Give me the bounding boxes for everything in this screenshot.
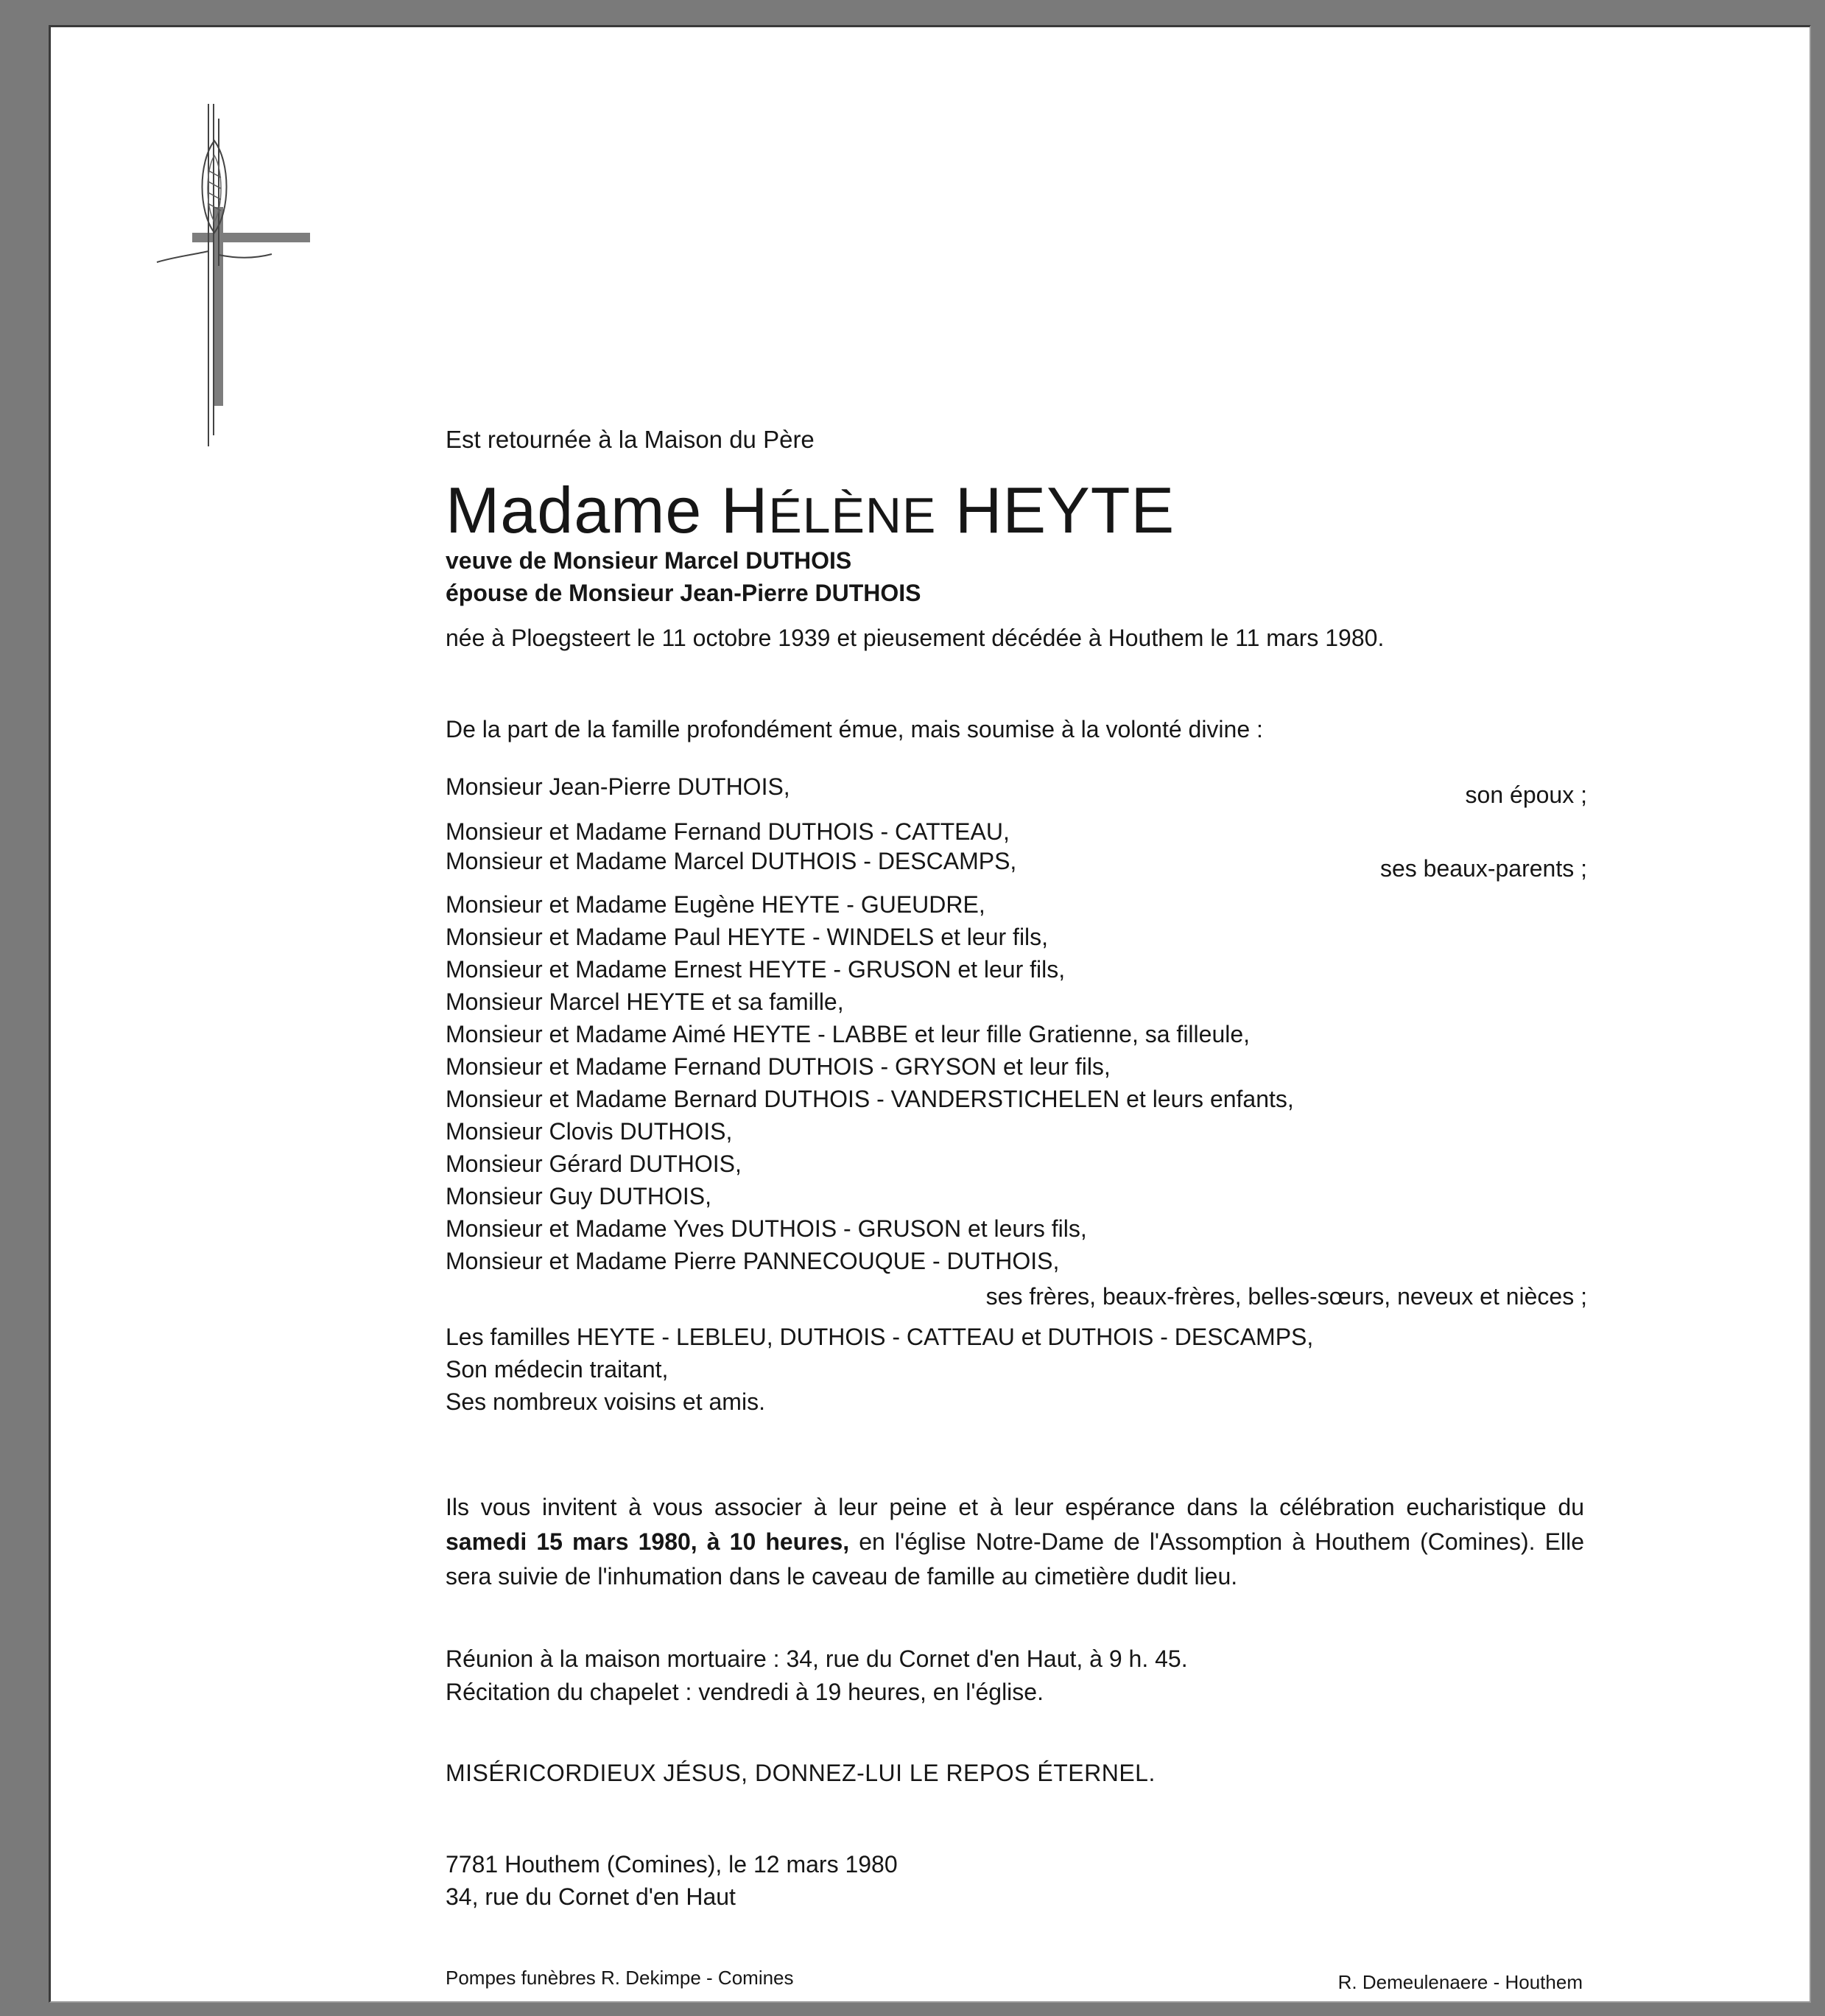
list-item: Ses nombreux voisins et amis. bbox=[446, 1388, 765, 1415]
widow-line: veuve de Monsieur Marcel DUTHOIS bbox=[446, 547, 852, 574]
list-item: Monsieur et Madame Eugène HEYTE - GUEUDRE, bbox=[446, 891, 985, 918]
footer-right: R. Demeulenaere - Houthem bbox=[1337, 1971, 1583, 1993]
spouse-name: Monsieur Jean-Pierre DUTHOIS, bbox=[446, 773, 790, 800]
spouse-line: épouse de Monsieur Jean-Pierre DUTHOIS bbox=[446, 580, 921, 606]
intro-line: Est retournée à la Maison du Père bbox=[446, 426, 815, 453]
mourning-card bbox=[49, 25, 1811, 2003]
list-item: Monsieur Marcel HEYTE et sa famille, bbox=[446, 988, 844, 1015]
footer-left: Pompes funèbres R. Dekimpe - Comines bbox=[446, 1967, 794, 1989]
name-prefix: Madame bbox=[446, 474, 721, 547]
address: 34, rue du Cornet d'en Haut bbox=[446, 1883, 736, 1910]
ceremony-date: samedi 15 mars 1980, à 10 heures, bbox=[446, 1528, 850, 1555]
family-intro: De la part de la famille profondément émue, mais soumise à la volonté divine : bbox=[446, 716, 1263, 742]
list-item: Monsieur Gérard DUTHOIS, bbox=[446, 1151, 742, 1177]
list-item: Monsieur et Madame Fernand DUTHOIS - CATTEAU, bbox=[446, 818, 1010, 845]
place-date: 7781 Houthem (Comines), le 12 mars 1980 bbox=[446, 1851, 898, 1878]
list-item: Monsieur et Madame Fernand DUTHOIS - GRYSON et leur fils, bbox=[446, 1053, 1111, 1080]
ceremony-text-2: en l'église Notre-Dame de l'Assomption à Houthem (Comines). Elle sera suivie de l'inhumation dans le caveau de famille au cimetière dudit lieu. bbox=[446, 1528, 1584, 1590]
spouse-role: son époux ; bbox=[1465, 782, 1587, 808]
list-item: Monsieur et Madame Aimé HEYTE - LABBE et leur fille Gratienne, sa filleule, bbox=[446, 1021, 1251, 1047]
inlaws-role: ses beaux-parents ; bbox=[1379, 855, 1587, 882]
siblings-role: ses frères, beaux-frères, belles-sœurs, neveux et nièces ; bbox=[985, 1283, 1587, 1310]
prayer-line: MISÉRICORDIEUX JÉSUS, DONNEZ-LUI LE REPOS ÉTERNEL. bbox=[446, 1760, 1156, 1786]
list-item: Monsieur et Madame Ernest HEYTE - GRUSON et leur fils, bbox=[446, 956, 1066, 983]
name-first-initial: H bbox=[720, 474, 769, 547]
birth-death-line: née à Ploegsteert le 11 octobre 1939 et pieusement décédée à Houthem le 11 mars 1980. bbox=[446, 625, 1385, 651]
rosary-line: Récitation du chapelet : vendredi à 19 heures, en l'église. bbox=[446, 1679, 1044, 1705]
ceremony-text-1: Ils vous invitent à vous associer à leur peine et à leur espérance dans la célébration eucharistique du bbox=[446, 1494, 1584, 1520]
deceased-name bbox=[446, 474, 1175, 547]
list-item: Monsieur et Madame Yves DUTHOIS - GRUSON et leurs fils, bbox=[446, 1215, 1087, 1242]
list-item: Monsieur Guy DUTHOIS, bbox=[446, 1183, 711, 1209]
name-first-rest: ÉLÈNE bbox=[768, 488, 937, 544]
cross-wheat-icon bbox=[104, 74, 325, 457]
list-item: Monsieur et Madame Bernard DUTHOIS - VANDERSTICHELEN et leurs enfants, bbox=[446, 1086, 1294, 1112]
name-last: HEYTE bbox=[954, 474, 1175, 547]
list-item: Les familles HEYTE - LEBLEU, DUTHOIS - CATTEAU et DUTHOIS - DESCAMPS, bbox=[446, 1324, 1314, 1350]
list-item: Monsieur et Madame Pierre PANNECOUQUE - DUTHOIS, bbox=[446, 1248, 1060, 1274]
list-item: Monsieur et Madame Paul HEYTE - WINDELS et leur fils, bbox=[446, 924, 1049, 950]
ceremony-paragraph bbox=[446, 1490, 1584, 1594]
list-item: Monsieur et Madame Marcel DUTHOIS - DESCAMPS, bbox=[446, 848, 1017, 874]
list-item: Son médecin traitant, bbox=[446, 1356, 669, 1383]
meeting-line: Réunion à la maison mortuaire : 34, rue du Cornet d'en Haut, à 9 h. 45. bbox=[446, 1646, 1188, 1672]
list-item: Monsieur Clovis DUTHOIS, bbox=[446, 1118, 733, 1145]
